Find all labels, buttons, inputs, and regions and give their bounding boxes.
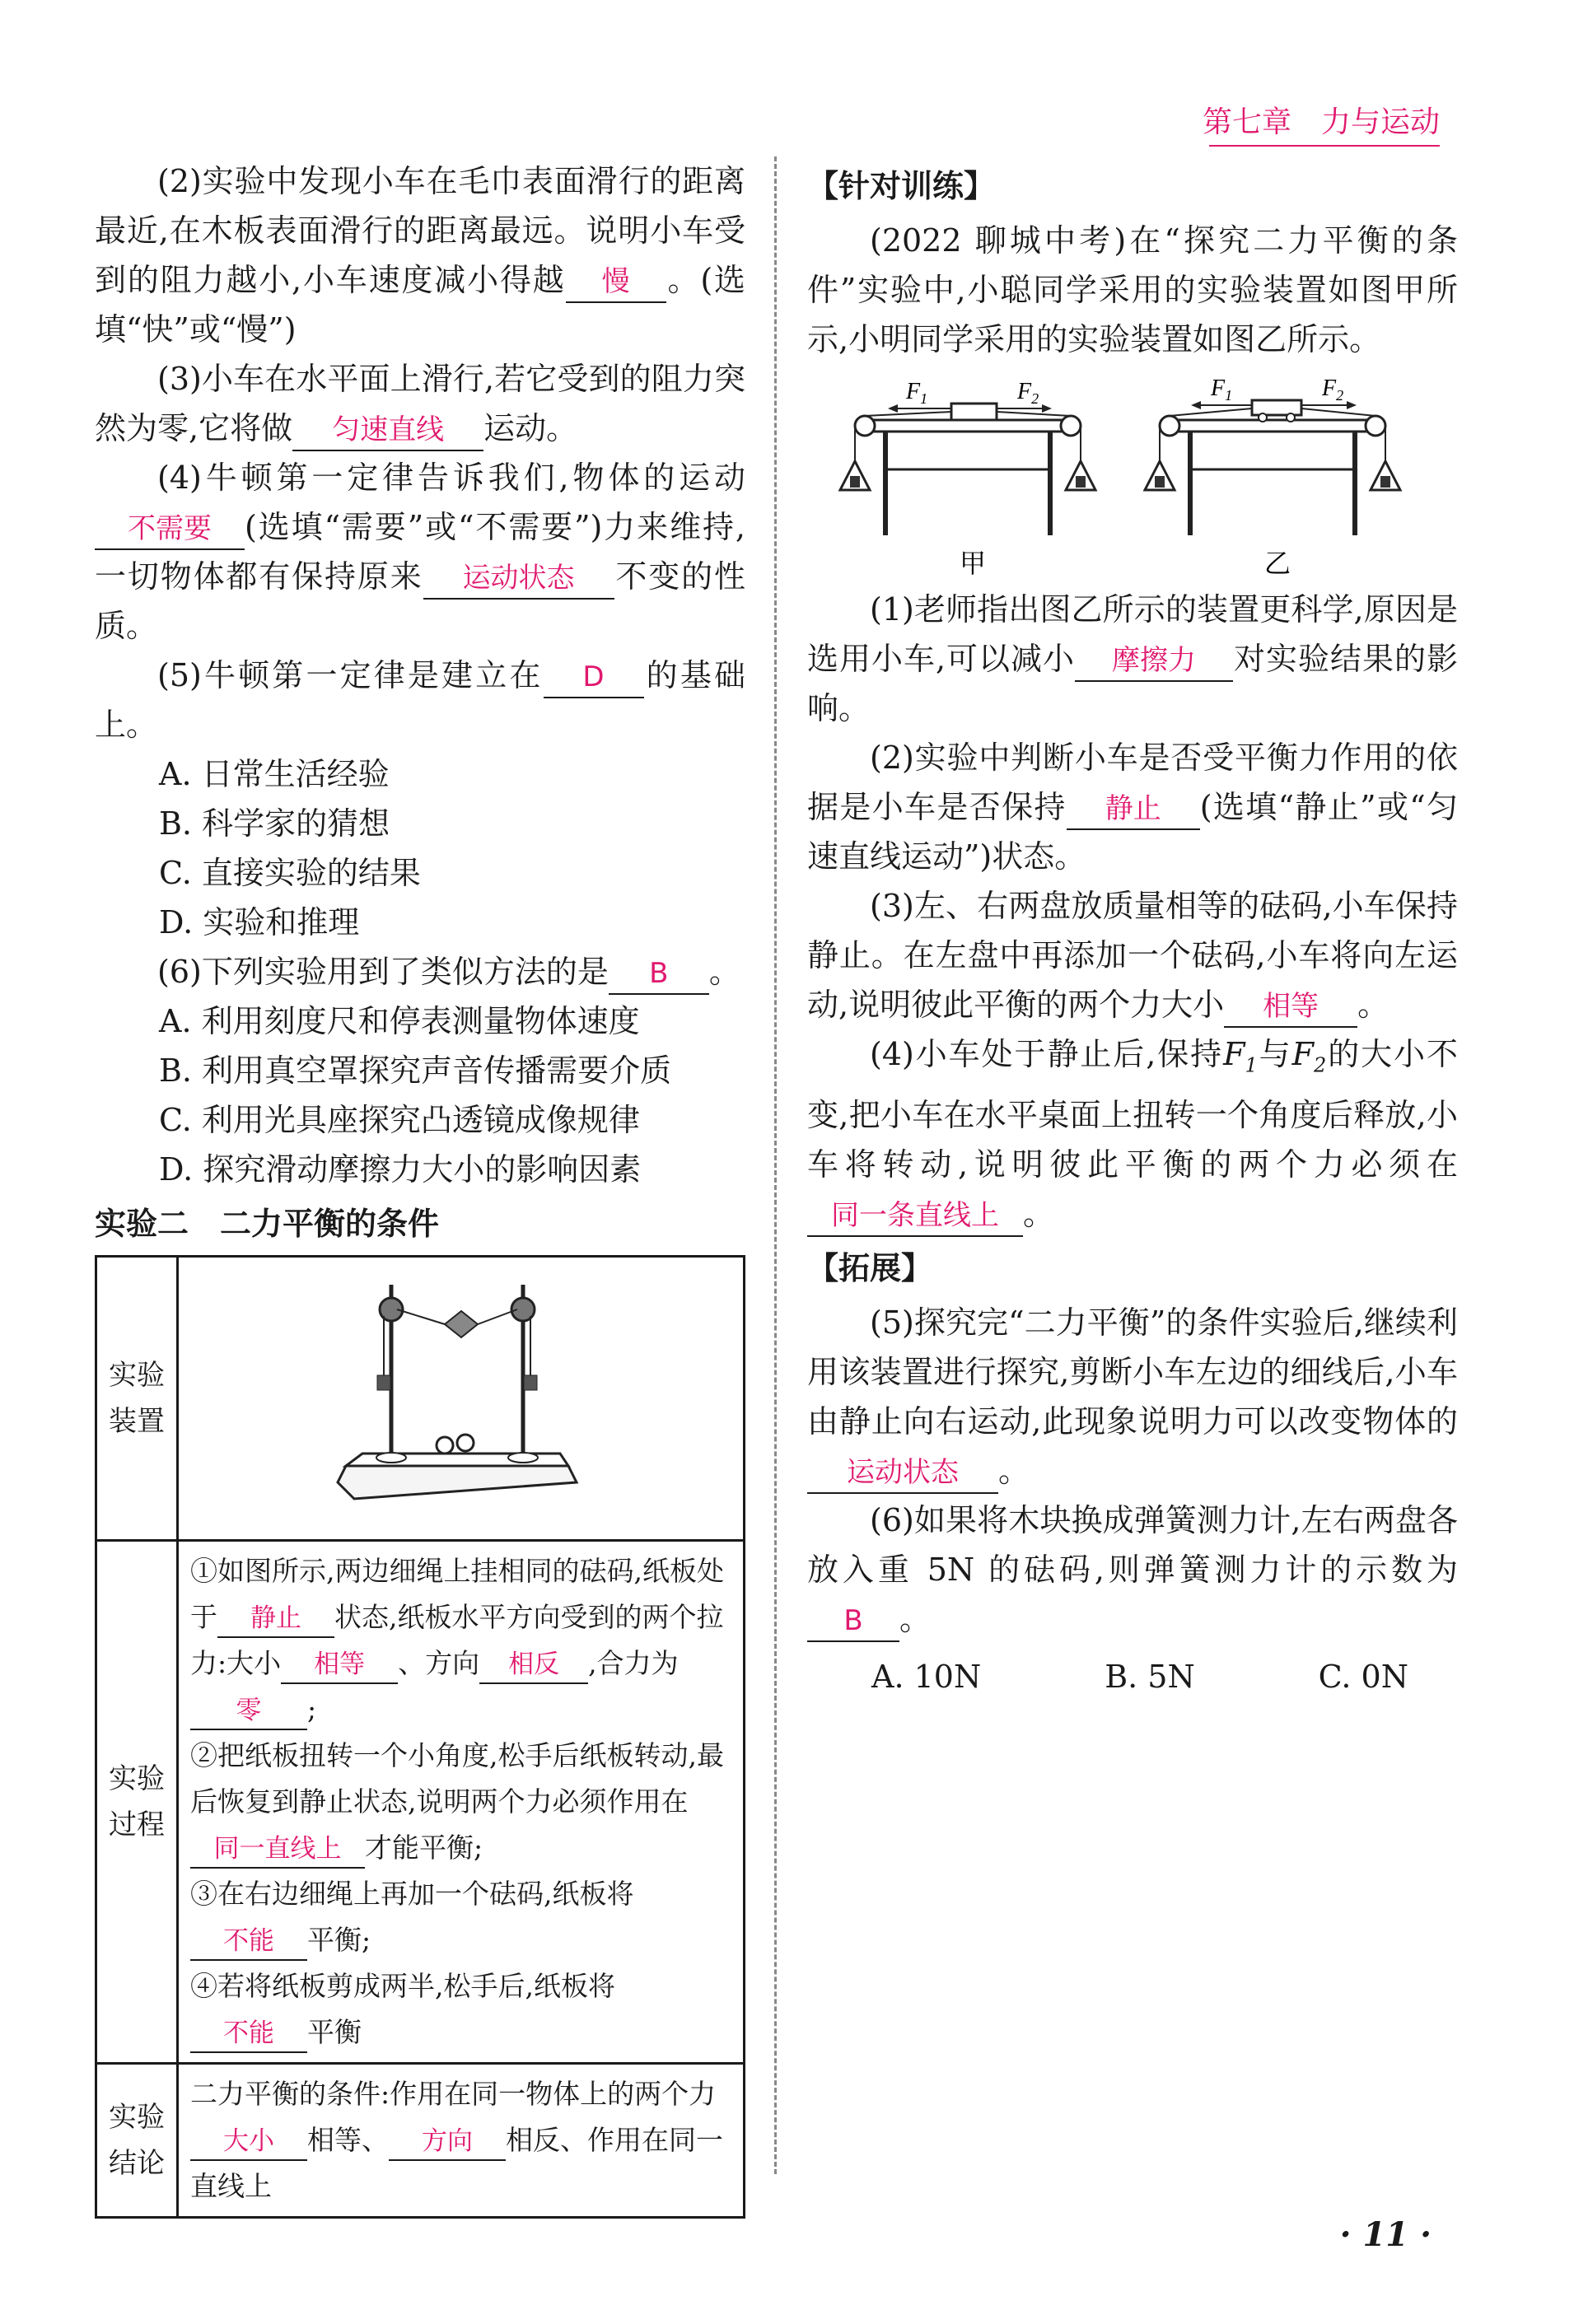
option: C. 0N — [1318, 1658, 1408, 1695]
left-column — [95, 156, 745, 2219]
label-apparatus: 实验装置 — [96, 1257, 178, 1541]
header-underline — [1209, 145, 1440, 147]
chapter-header: 第七章 力与运动 — [1202, 105, 1440, 139]
answer-blank: 同一直线上 — [190, 1831, 365, 1869]
answer-blank: 不能 — [190, 2015, 307, 2053]
step-3: ③在右边细绳上再加一个砝码,纸板将不能 平衡; — [190, 1871, 731, 1963]
answer-blank: 大小 — [190, 2123, 307, 2161]
r-question-1: (1)老师指出图乙所示的装置更科学,原因是选用小车,可以减小 摩擦力 对实验结果的影响。 — [807, 591, 1458, 726]
procedure-content — [178, 1541, 745, 2064]
right-column — [807, 156, 1458, 1701]
answer-blank: 静止 — [217, 1600, 334, 1638]
answer-blank: 零 — [190, 1692, 307, 1730]
answer-blank: 运动状态 — [423, 558, 614, 600]
question-5: (5)牛顿第一定律是建立在 D 的基础上。 — [95, 657, 745, 743]
apparatus-figure — [178, 1257, 745, 1541]
question-6: (6)下列实验用到了类似方法的是 B 。 — [95, 947, 745, 996]
label-conclusion: 实验结论 — [96, 2064, 178, 2218]
option: C. 利用光具座探究凸透镜成像规律 — [159, 1102, 640, 1138]
option: B. 利用真空罩探究声音传播需要介质 — [159, 1052, 672, 1089]
answer-blank: 相等 — [281, 1646, 398, 1684]
answer-blank: 静止 — [1067, 789, 1200, 830]
answer-blank: 相反 — [479, 1646, 588, 1684]
answer-blank: D — [544, 657, 644, 698]
column-divider — [774, 156, 777, 2174]
conclusion-content: 二力平衡的条件:作用在同一物体上的两个力大小 相等、 方向 相反、作用在同一直线上 — [178, 2064, 745, 2218]
answer-blank: 匀速直线 — [292, 410, 483, 451]
step-2: ②把纸板扭转一个小角度,松手后纸板转动,最后恢复到静止状态,说明两个力必须作用在同一直线上 才能平衡; — [190, 1733, 731, 1871]
option: B. 科学家的猜想 — [159, 805, 390, 842]
answer-blank: 摩擦力 — [1075, 641, 1233, 682]
experiment-2-title: 实验二 二力平衡的条件 — [95, 1206, 440, 1242]
option: A. 日常生活经验 — [159, 756, 390, 792]
label-f1: $F_1$ — [1211, 379, 1233, 404]
answer-blank: 运动状态 — [807, 1453, 998, 1494]
label-procedure: 实验过程 — [96, 1541, 178, 2064]
r-question-4: (4)小车处于静止后,保持$F_1$与$F_2$的大小不变,把小车在水平桌面上扭转一个角度后释放,小车将转动,说明彼此平衡的两个力必须在同一条直线上 。 — [807, 1029, 1458, 1239]
option: A. 利用刻度尺和停表测量物体速度 — [159, 1003, 640, 1039]
caption-yi: 乙 — [1264, 548, 1291, 576]
option: D. 探究滑动摩擦力大小的影响因素 — [159, 1151, 642, 1188]
option: D. 实验和推理 — [159, 904, 360, 940]
answer-blank: 不需要 — [95, 509, 245, 550]
label-f2: $F_2$ — [1017, 379, 1039, 407]
answer-blank: 慢 — [566, 262, 666, 303]
figure-jia — [840, 379, 1095, 576]
page-number: · 11 · — [1339, 2215, 1432, 2254]
balance-apparatus-illustration — [329, 1260, 593, 1524]
option: A. 10N — [871, 1658, 982, 1695]
option: C. 直接实验的结果 — [159, 855, 421, 891]
answer-blank: 同一条直线上 — [807, 1196, 1023, 1237]
question-3: (3)小车在水平面上滑行,若它受到的阻力突然为零,它将做 匀速直线 运动。 — [95, 354, 745, 453]
answer-blank: B — [609, 954, 709, 995]
r-question-2: (2)实验中判断小车是否受平衡力作用的依据是小车是否保持 静止 (选填“静止”或“匀速直线运动”)状态。 — [807, 740, 1458, 875]
training-tag: 【针对训练】 — [807, 168, 996, 204]
answer-blank: 不能 — [190, 1923, 307, 1961]
label-f2: $F_2$ — [1322, 379, 1344, 404]
step-4: ④若将纸板剪成两半,松手后,纸板将不能 平衡 — [190, 1963, 731, 2056]
answer-blank: B — [807, 1601, 899, 1642]
caption-jia: 甲 — [960, 548, 987, 576]
r-question-3: (3)左、右两盘放质量相等的砝码,小车保持静止。在左盘中再添加一个砝码,小车将向左运动,说明彼此平衡的两个力大小 相等 。 — [807, 881, 1458, 1029]
r-question-5: (5)探究完“二力平衡”的条件实验后,继续利用该装置进行探究,剪断小车左边的细线后,小车由静止向右运动,此现象说明力可以改变物体的运动状态 。 — [807, 1298, 1458, 1496]
figure-jia-yi — [807, 379, 1433, 576]
step-1: ①如图所示,两边细绳上挂相同的砝码,纸板处于 静止 状态,纸板水平方向受到的两个拉力:大小 相等 、方向 相反 ,合力为零 ; — [190, 1548, 731, 1733]
option: B. 5N — [1105, 1658, 1195, 1695]
intro-text: (2022 聊城中考)在“探究二力平衡的条件”实验中,小聪同学采用的实验装置如图甲所示,小明同学采用的实验装置如图乙所示。 — [807, 222, 1458, 357]
extension-tag: 【拓展】 — [807, 1249, 933, 1286]
r-q6-options — [807, 1652, 1458, 1701]
question-2: (2)实验中发现小车在毛巾表面滑行的距离最近,在木板表面滑行的距离最远。说明小车受到的阻力越小,小车速度减小得越 慢 。(选填“快”或“慢”) — [95, 163, 745, 348]
label-f1: $F_1$ — [906, 379, 928, 407]
experiment-table — [95, 1255, 745, 2219]
figure-yi — [1145, 379, 1400, 576]
answer-blank: 相等 — [1224, 987, 1357, 1028]
question-4: (4)牛顿第一定律告诉我们,物体的运动不需要 (选填“需要”或“不需要”)力来维持,一切物体都有保持原来 运动状态 不变的性质。 — [95, 460, 745, 644]
r-question-6: (6)如果将木块换成弹簧测力计,左右两盘各放入重 5N 的砝码,则弹簧测力计的示数为B 。 — [807, 1496, 1458, 1644]
answer-blank: 方向 — [389, 2123, 506, 2161]
